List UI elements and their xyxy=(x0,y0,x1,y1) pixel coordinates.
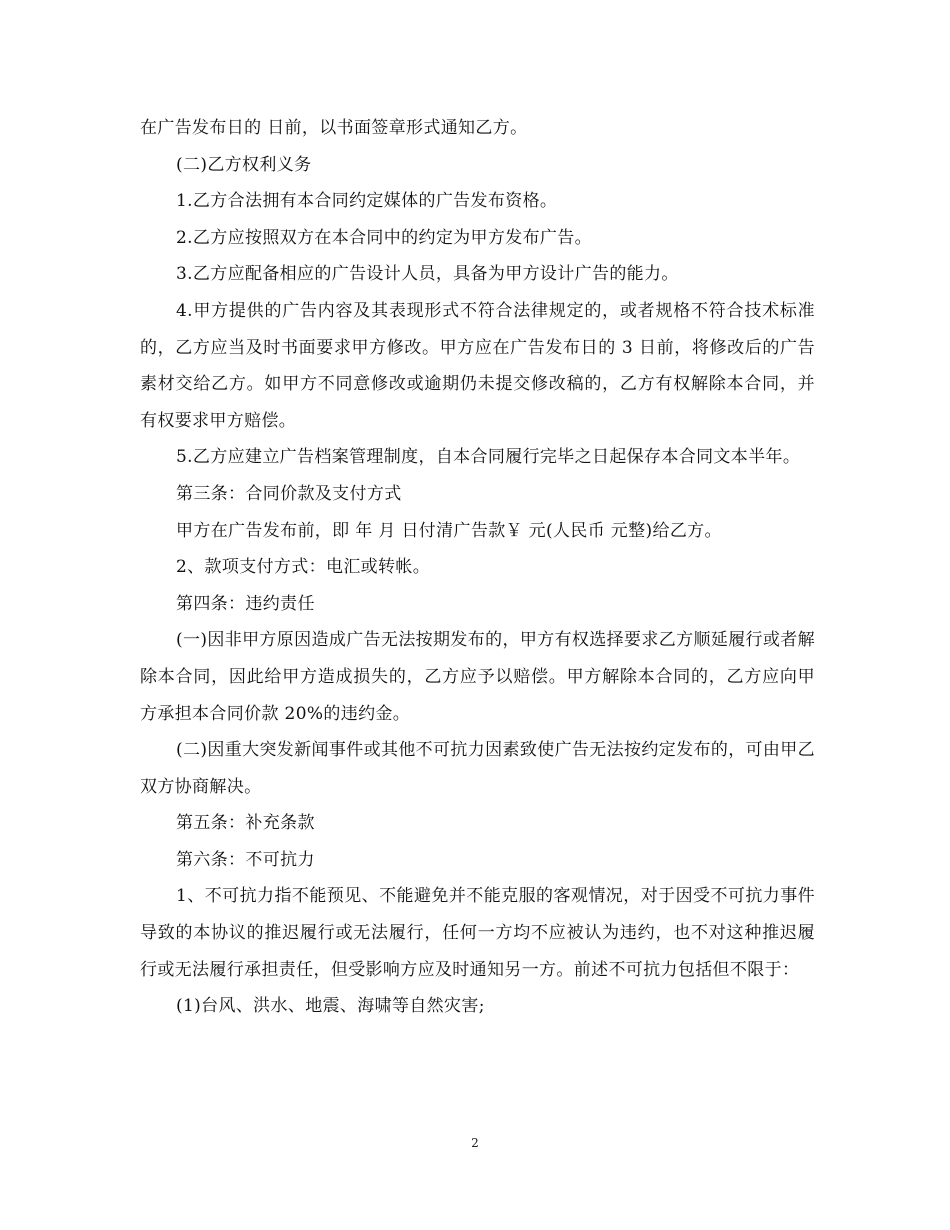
paragraph: 甲方在广告发布前，即 年 月 日付清广告款￥ 元(人民币 元整)给乙方。 xyxy=(176,520,722,541)
page-number: 2 xyxy=(471,1136,479,1150)
article-heading: 第四条：违约责任 xyxy=(176,593,315,614)
paragraph: 2.乙方应按照双方在本合同中的约定为甲方发布广告。 xyxy=(176,227,592,248)
paragraph: 1.乙方合法拥有本合同约定媒体的广告发布资格。 xyxy=(176,191,558,212)
paragraph: 2、款项支付方式：电汇或转帐。 xyxy=(176,557,431,578)
paragraph: 在广告发布日的 日前，以书面签章形式通知乙方。 xyxy=(140,118,528,138)
article-heading: 第六条：不可抗力 xyxy=(176,849,315,870)
paragraph: (1)台风、洪水、地震、海啸等自然灾害; xyxy=(176,996,485,1017)
paragraph: 4.甲方提供的广告内容及其表现形式不符合法律规定的，或者规格不符合技术标准的，乙方应当及时书面要求甲方修改。甲方应在广告发布日的 3 日前，将修改后的广告素材交给乙方。如甲方不同意修改或逾期仍未提交修改稿的，乙方有权解除本合同，并有权要求甲方赔偿。 xyxy=(140,300,815,431)
document-body xyxy=(140,110,815,1025)
section-heading: (二)乙方权利义务 xyxy=(176,154,312,175)
paragraph: 1、不可抗力指不能预见、不能避免并不能克服的客观情况，对于因受不可抗力事件导致的本协议的推迟履行或无法履行，任何一方均不应被认为违约，也不对这种推迟履行或无法履行承担责任，但受影响方应及时通知另一方。前述不可抗力包括但不限于： xyxy=(140,886,815,980)
article-heading: 第五条：补充条款 xyxy=(176,813,315,834)
paragraph: (二)因重大突发新闻事件或其他不可抗力因素致使广告无法按约定发布的，可由甲乙双方协商解决。 xyxy=(140,740,815,797)
article-heading: 第三条：合同价款及支付方式 xyxy=(176,483,402,504)
paragraph: 3.乙方应配备相应的广告设计人员，具备为甲方设计广告的能力。 xyxy=(176,264,679,285)
paragraph: (一)因非甲方原因造成广告无法按期发布的，甲方有权选择要求乙方顺延履行或者解除本合同，因此给甲方造成损失的，乙方应予以赔偿。甲方解除本合同的，乙方应向甲方承担本合同价款 20%的违约金。 xyxy=(140,630,815,724)
paragraph: 5.乙方应建立广告档案管理制度，自本合同履行完毕之日起保存本合同文本半年。 xyxy=(176,447,801,468)
